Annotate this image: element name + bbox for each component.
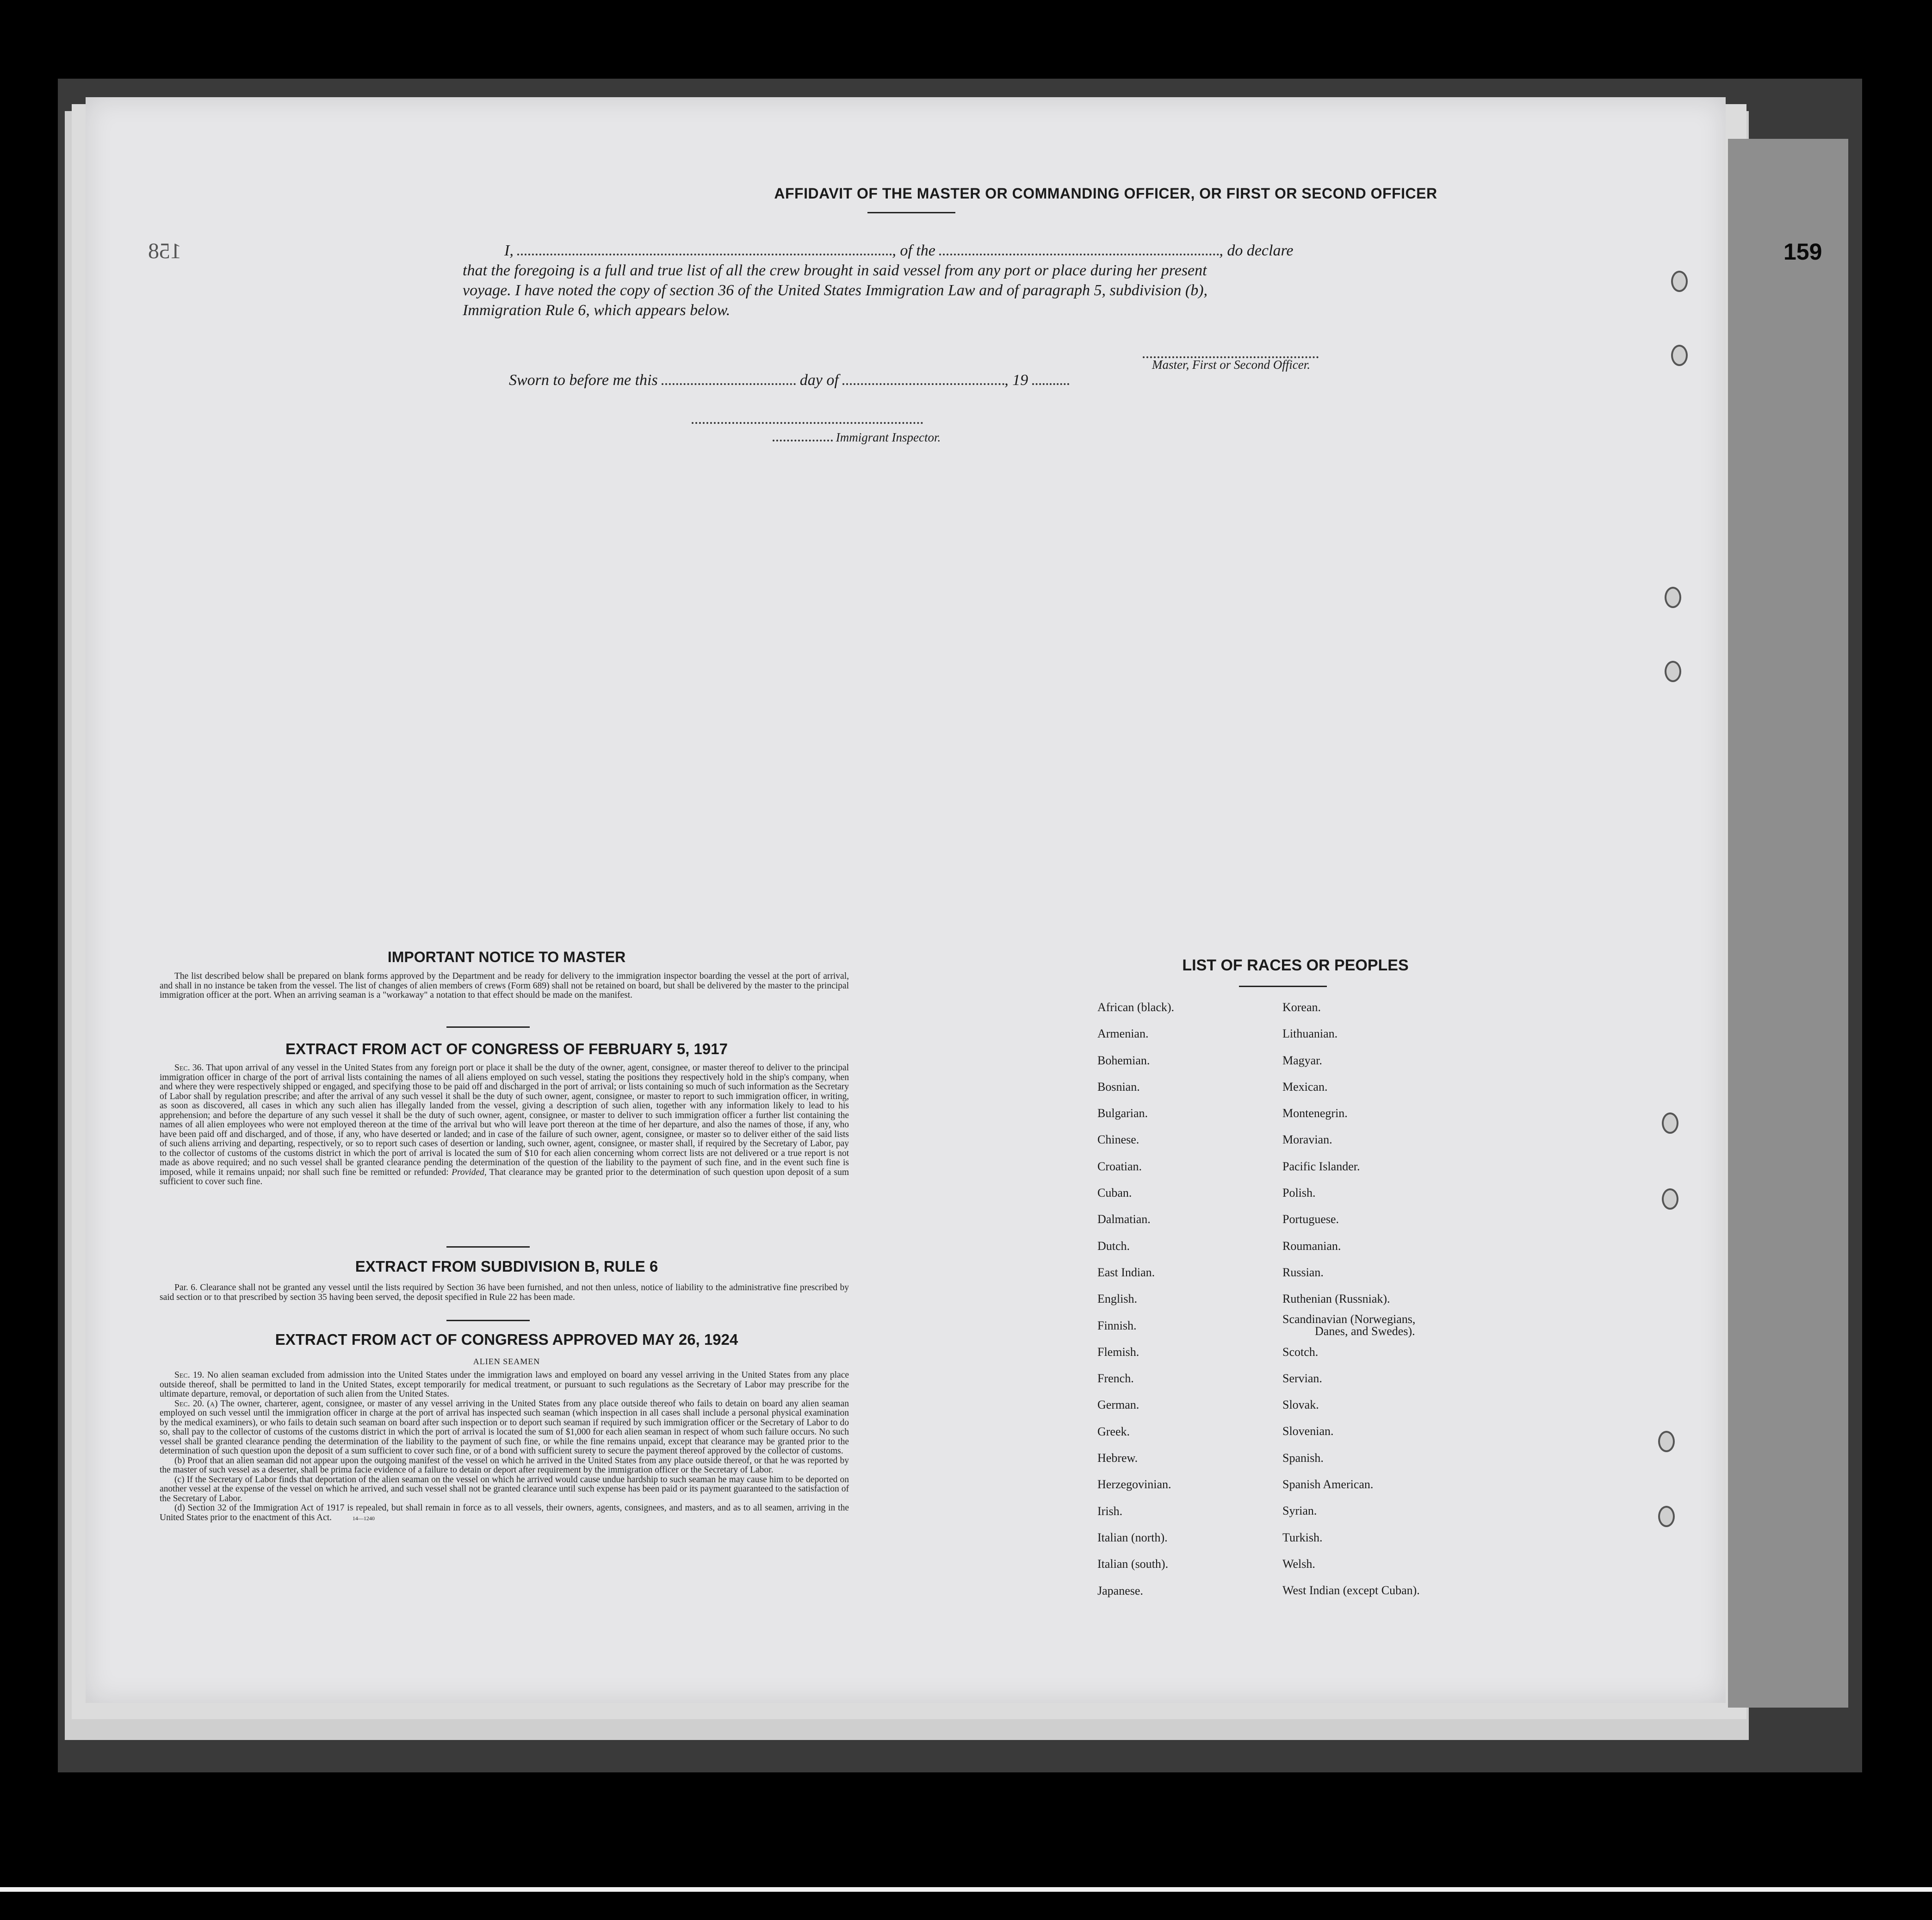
ghost-page-number: 158 <box>148 239 181 263</box>
extract-1917-end: That clearance may be granted prior to the determination of such question upon deposit of a sum sufficient to cover such fine. <box>160 1167 849 1187</box>
sec-36-label: Sec. 36. <box>174 1063 204 1073</box>
extract-1917-body: That upon arrival of any vessel in the United States from any foreign port or place it shall be the duty of the owner, agent, consignee, or master thereof to deliver to the principal immigration officer in charge of the port of arrival lists containing the names of all aliens employed on such vessel, stating the positions they respectively hold in the ship's company, when and where they were respectively shipped or engaged, and specifying those to be paid off and discharged in the port of arrival; or lists containing so much of such information as the Secretary of Labor shall by regulation prescribe; and after the arrival of any such vessel it shall be the duty of such owner, agent, consignee, or master to report to such immigration officer, in writing, as soon as discovered, all cases in which any such alien has illegally landed from the vessel, giving a description of such alien, together with any information likely to lead to his apprehension; and before the departure of any such vessel it shall be the duty of such owner, agent, consignee, or master to deliver to such immigration officer a further list containing the names of all alien employees who were not employed thereon at the time of the arrival but who will leave port thereon at the time of her departure, and also the names of those, if any, who have been paid off and discharged, and of those, if any, who have deserted or landed; and in case of the failure of such owner, agent, consignee, or master so to deliver either of the said lists of such aliens arriving and departing, respectively, or so to report such cases of desertion or landing, such owner, agent, consignee, or master shall, if required by the Secretary of Labor, pay to the collector of customs of the customs district in which the port of arrival is located the sum of $10 for each alien concerning whom correct lists are not delivered or a true report is not made as above required; and no such vessel shall be granted clearance pending the determination of the question of the liability to the payment of such fine, and in the event such fine is imposed, while it remains unpaid; nor shall such fine be remitted or refunded: <box>160 1063 849 1177</box>
race-left-9: Dutch. <box>1097 1239 1130 1253</box>
race-right-1: Lithuanian. <box>1282 1027 1338 1041</box>
race-right-17: Spanish American. <box>1282 1478 1374 1491</box>
affidavit-line-0 <box>504 242 1365 260</box>
race-right-4: Montenegrin. <box>1282 1106 1348 1120</box>
punch-hole <box>1671 345 1688 366</box>
i-label: I, <box>504 242 514 259</box>
sec-20b-paragraph: (b) Proof that an alien seaman did not appear upon the outgoing manifest of the vessel on which he arrived in the United States from any place outside thereof, or that he was reported by the master of such vessel as a deserter, shall be prima facie evidence of a failure to detain or deport after requirement by the immigration officer or the Secretary of Labor. <box>160 1455 849 1475</box>
race-right-5: Moravian. <box>1282 1133 1332 1147</box>
sec-20d-body: (d) Section 32 of the Immigration Act of 1917 is repealed, but shall remain in force as to all vessels, their owners, agents, consignees, and masters, and as to all seamen, arriving in the United States prior to the enactment of this Act. <box>160 1503 849 1522</box>
race-left-14: French. <box>1097 1372 1134 1386</box>
punch-hole <box>1665 587 1681 608</box>
side-sheet <box>1728 139 1848 1708</box>
punch-hole <box>1665 661 1681 682</box>
race-left-19: Irish. <box>1097 1504 1123 1518</box>
races-title: LIST OF RACES OR PEOPLES <box>1182 957 1409 974</box>
race-right-7: Polish. <box>1282 1186 1316 1200</box>
race-scandinavian-line-2: Danes, and Swedes). <box>1315 1324 1415 1338</box>
sworn-label: Sworn to before me this <box>509 372 658 389</box>
inspector-label: Immigrant Inspector. <box>836 430 941 444</box>
affidavit-line-3: Immigration Rule 6, which appears below. <box>463 302 731 319</box>
title-rule <box>867 212 955 213</box>
race-left-22: Japanese. <box>1097 1584 1143 1597</box>
notice-text <box>160 972 849 1000</box>
extract-1917-title: EXTRACT FROM ACT OF CONGRESS OF FEBRUARY 5, 1917 <box>285 1040 728 1057</box>
race-right-12: Scotch. <box>1282 1345 1319 1359</box>
punch-hole <box>1662 1112 1678 1134</box>
race-right-0: Korean. <box>1282 1000 1321 1014</box>
race-left-3: Bosnian. <box>1097 1080 1140 1094</box>
race-left-4: Bulgarian. <box>1097 1106 1148 1120</box>
sworn-line <box>509 372 1069 389</box>
extract-1924-text <box>160 1371 849 1523</box>
races-left-column <box>1097 994 1174 1604</box>
vessel-field[interactable] <box>939 254 1219 255</box>
race-right-16: Spanish. <box>1282 1451 1324 1465</box>
scan-edge <box>0 1887 1932 1892</box>
sworn-year-field[interactable] <box>1032 383 1069 385</box>
sec-20d-paragraph <box>160 1504 849 1523</box>
race-left-16: Greek. <box>1097 1424 1130 1438</box>
sworn-day-field[interactable] <box>662 383 796 385</box>
notice-title: IMPORTANT NOTICE TO MASTER <box>387 949 626 965</box>
provided-label: Provided, <box>452 1167 487 1177</box>
extract-1917-text <box>160 1063 849 1187</box>
race-right-18: Syrian. <box>1282 1504 1317 1518</box>
race-left-10: East Indian. <box>1097 1265 1155 1279</box>
affidavit-title: AFFIDAVIT OF THE MASTER OR COMMANDING OFFICER, OR FIRST OR SECOND OFFICER <box>774 185 1437 202</box>
race-right-scandinavian <box>1282 1312 1420 1339</box>
extract-rule6-title: EXTRACT FROM SUBDIVISION B, RULE 6 <box>355 1258 658 1275</box>
race-right-2: Magyar. <box>1282 1053 1322 1067</box>
inspector-prefix-field[interactable] <box>773 440 833 441</box>
race-right-20: Welsh. <box>1282 1557 1315 1571</box>
inspector-signature-field[interactable] <box>692 422 923 424</box>
race-right-14: Slovak. <box>1282 1398 1319 1412</box>
race-right-9: Roumanian. <box>1282 1239 1341 1253</box>
inspector-line <box>773 430 941 445</box>
races-right-column <box>1282 994 1420 1604</box>
race-left-21: Italian (south). <box>1097 1557 1169 1571</box>
do-declare-label: , do declare <box>1219 242 1294 259</box>
punch-hole <box>1671 271 1688 292</box>
race-left-0: African (black). <box>1097 1000 1175 1014</box>
race-right-10: Russian. <box>1282 1265 1324 1279</box>
race-left-20: Italian (north). <box>1097 1530 1168 1544</box>
sec-19-paragraph <box>160 1371 849 1399</box>
affidavit-line-2: voyage. I have noted the copy of section 36 of the United States Immigration Law and of paragraph 5, subdivision (b), <box>463 282 1208 299</box>
extract-1924-title: EXTRACT FROM ACT OF CONGRESS APPROVED MAY 26, 1924 <box>275 1331 738 1348</box>
punch-hole <box>1662 1188 1678 1210</box>
race-left-12: Finnish. <box>1097 1318 1137 1332</box>
race-left-5: Chinese. <box>1097 1133 1139 1147</box>
form-number: 14—1240 <box>352 1515 375 1522</box>
race-left-8: Dalmatian. <box>1097 1212 1151 1226</box>
sec-19-body: No alien seaman excluded from admission into the United States under the immigration laws and employed on board any vessel arriving in the United States from any place outside thereof, shall be permitted to land in the United States, except temporarily for medical treatment, or pursuant to such regulations as the Secretary of Labor may prescribe for the ultimate departure, removal, or deportation of such alien from the United States. <box>160 1370 849 1399</box>
race-left-13: Flemish. <box>1097 1345 1139 1359</box>
punch-hole <box>1658 1506 1675 1527</box>
rule-2 <box>446 1246 530 1248</box>
name-field[interactable] <box>517 254 892 255</box>
sec-20-label: Sec. 20. (a) <box>174 1398 218 1409</box>
day-of-label: day of <box>799 372 839 389</box>
extract-1917-paragraph <box>160 1063 849 1187</box>
master-signature-label: Master, First or Second Officer. <box>1152 358 1310 372</box>
race-right-19: Turkish. <box>1282 1530 1323 1544</box>
race-right-8: Portuguese. <box>1282 1212 1339 1226</box>
page-number: 159 <box>1783 239 1822 265</box>
extract-rule6-text <box>160 1283 849 1302</box>
race-right-15: Slovenian. <box>1282 1424 1334 1438</box>
races-rule <box>1239 986 1327 987</box>
race-left-1: Armenian. <box>1097 1027 1149 1041</box>
extract-rule6-paragraph: Par. 6. Clearance shall not be granted any vessel until the lists required by Section 36 have been furnished, and not then unless, notice of liability to the administrative fine prescribed by said section or to that prescribed by section 35 having been served, the deposit specified in Rule 22 has been made. <box>160 1283 849 1302</box>
race-right-21: West Indian (except Cuban). <box>1282 1584 1420 1597</box>
sec-20a-body: The owner, charterer, agent, consignee, or master of any vessel arriving in the United States from any place outside thereof who fails to detain on board any alien seaman employed on such vessel until the immigration officer in charge at the port of arrival has inspected such seaman (which inspection in all cases shall include a personal physical examination by the medical examiners), or who fails to detain such seaman on board after such inspection or to deport such seaman if required by such immigration officer or the Secretary of Labor to do so, shall pay to the collector of customs of the customs district in which the port of arrival is located the sum of $1,000 for each alien seaman in respect of whom such failure occurs. No such vessel shall be granted clearance pending the determination of the liability to the payment of such fine, or while the fine remains unpaid, except that clearance may be granted prior to the determination of such question upon the deposit of a sum sufficient to cover such fine, or of a bond with sufficient surety to secure the payment thereof approved by the collector of customs. <box>160 1398 849 1456</box>
sworn-month-field[interactable] <box>842 383 1004 385</box>
sec-20a-paragraph <box>160 1399 849 1456</box>
race-right-3: Mexican. <box>1282 1080 1328 1094</box>
race-left-17: Hebrew. <box>1097 1451 1138 1465</box>
sec-20c-paragraph: (c) If the Secretary of Labor finds that deportation of the alien seaman on the vessel on which he arrived would cause undue hardship to such seaman he may cause him to be deported on another vessel at the expense of the vessel on which he arrived, and such vessel shall not be granted clearance until such expense has been paid or its payment guaranteed to the satisfaction of the Secretary of Labor. <box>160 1474 849 1504</box>
notice-paragraph: The list described below shall be prepared on blank forms approved by the Department and be ready for delivery to the immigration inspector boarding the vessel at the port of arrival, and shall in no instance be taken from the vessel. The list of changes of alien members of crews (Form 689) shall not be retained on board, but shall be delivered by the master to the principal immigration officer at the port. When an arriving seaman is a "workaway" a notation to that effect should be made on the manifest. <box>160 971 849 1000</box>
rule-3 <box>446 1320 530 1321</box>
punch-hole <box>1658 1431 1675 1452</box>
race-left-11: English. <box>1097 1292 1137 1306</box>
race-scandinavian-line-1: Scandinavian (Norwegians, <box>1282 1312 1416 1326</box>
race-left-15: German. <box>1097 1398 1139 1412</box>
race-left-2: Bohemian. <box>1097 1053 1150 1067</box>
alien-seamen-subtitle: ALIEN SEAMEN <box>473 1357 540 1366</box>
race-left-7: Cuban. <box>1097 1186 1132 1200</box>
race-left-18: Herzegovinian. <box>1097 1478 1171 1491</box>
race-right-11: Ruthenian (Russniak). <box>1282 1292 1390 1306</box>
race-right-6: Pacific Islander. <box>1282 1159 1360 1173</box>
race-left-6: Croatian. <box>1097 1159 1142 1173</box>
of-the-label: , of the <box>892 242 935 259</box>
race-right-13: Servian. <box>1282 1371 1322 1385</box>
affidavit-line-1: that the foregoing is a full and true list of all the crew brought in said vessel from any port or place during her present <box>463 262 1207 279</box>
rule-1 <box>446 1026 530 1028</box>
sec-19-label: Sec. 19. <box>174 1370 204 1380</box>
year-label: , 19 <box>1004 372 1028 389</box>
